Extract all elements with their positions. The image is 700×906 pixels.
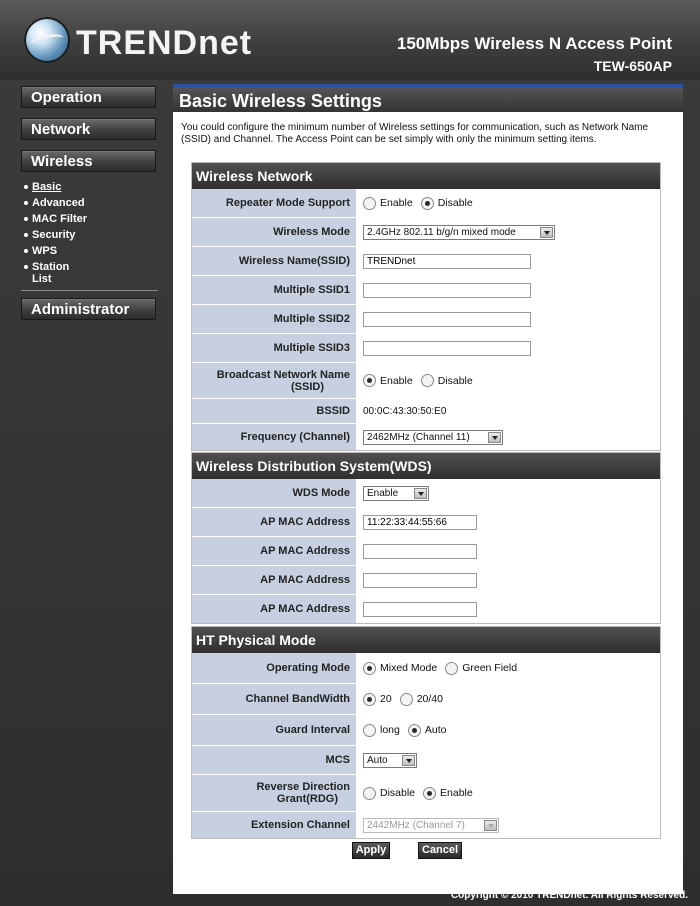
broadcast-row: [192, 363, 660, 399]
bssid-value: 00:0C:43:30:50:E0: [357, 399, 660, 423]
ap-mac-row-2: [192, 537, 660, 566]
intro-text: You could configure the minimum number of Wireless settings for communication, such as Network Name (SSID) and Channel. The Access Point can be set simply with only the minimum setting items.: [181, 122, 649, 145]
radio-selected-icon: [421, 197, 434, 210]
bw-2040-radio[interactable]: 20/40: [400, 693, 443, 706]
ap-mac-input-1[interactable]: [363, 515, 477, 530]
ap-mac-input-2[interactable]: [363, 544, 477, 559]
ht-section: [191, 626, 661, 839]
submenu-station-list[interactable]: Station List: [24, 259, 164, 285]
sidebar: [0, 80, 166, 906]
menu-wireless[interactable]: Wireless: [21, 150, 156, 172]
mssid3-input[interactable]: [363, 341, 531, 356]
page-title: Basic Wireless Settings: [173, 88, 683, 112]
broadcast-enable-radio[interactable]: Enable: [363, 374, 413, 387]
rdg-label: Reverse Direction Grant(RDG): [192, 775, 357, 811]
submenu-security[interactable]: Security: [24, 227, 164, 243]
submenu-advanced[interactable]: Advanced: [24, 195, 164, 211]
mssid3-label: Multiple SSID3: [192, 334, 357, 362]
bandwidth-label: Channel BandWidth: [192, 684, 357, 714]
wireless-network-section: [191, 162, 661, 451]
submenu-basic[interactable]: Basic: [24, 179, 164, 195]
ap-mac-row-4: [192, 595, 660, 623]
menu-administrator[interactable]: Administrator: [21, 298, 156, 320]
ap-mac-label: AP MAC Address: [192, 537, 357, 565]
mssid3-row: [192, 334, 660, 363]
ap-mac-row-3: [192, 566, 660, 595]
bandwidth-row: [192, 684, 660, 715]
section-heading: Wireless Network: [192, 163, 660, 189]
chevron-down-icon: [488, 432, 501, 443]
radio-selected-icon: [408, 724, 421, 737]
submenu-mac-filter[interactable]: MAC Filter: [24, 211, 164, 227]
chevron-down-icon: [402, 755, 415, 766]
section-heading: HT Physical Mode: [192, 627, 660, 653]
bullet-icon: [24, 185, 28, 189]
cancel-button[interactable]: Cancel: [418, 842, 462, 859]
menu-operation[interactable]: Operation: [21, 86, 156, 108]
mcs-row: [192, 746, 660, 775]
extension-channel-row: [192, 812, 660, 838]
guard-interval-row: [192, 715, 660, 746]
radio-selected-icon: [363, 374, 376, 387]
chevron-down-icon: [484, 820, 497, 831]
radio-icon: [400, 693, 413, 706]
chevron-down-icon: [540, 227, 553, 238]
bssid-label: BSSID: [192, 399, 357, 423]
mcs-select[interactable]: Auto: [363, 753, 417, 768]
radio-icon: [363, 724, 376, 737]
ap-mac-input-4[interactable]: [363, 602, 477, 617]
ap-mac-label: AP MAC Address: [192, 566, 357, 594]
radio-icon: [363, 787, 376, 800]
main-content: [173, 84, 683, 894]
ssid-row: [192, 247, 660, 276]
frequency-select[interactable]: 2462MHz (Channel 11): [363, 430, 503, 445]
mcs-label: MCS: [192, 746, 357, 774]
mssid2-input[interactable]: [363, 312, 531, 327]
op-mixed-radio[interactable]: Mixed Mode: [363, 662, 437, 675]
gi-auto-radio[interactable]: Auto: [408, 724, 447, 737]
gi-long-radio[interactable]: long: [363, 724, 400, 737]
radio-selected-icon: [423, 787, 436, 800]
section-heading: Wireless Distribution System(WDS): [192, 453, 660, 479]
ap-mac-label: AP MAC Address: [192, 508, 357, 536]
wds-mode-select[interactable]: Enable: [363, 486, 429, 501]
radio-icon: [421, 374, 434, 387]
extension-channel-select: 2442MHz (Channel 7): [363, 818, 499, 833]
wds-mode-label: WDS Mode: [192, 479, 357, 507]
bullet-icon: [24, 217, 28, 221]
radio-icon: [363, 197, 376, 210]
ssid-input[interactable]: [363, 254, 531, 269]
frequency-label: Frequency (Channel): [192, 424, 357, 450]
menu-network[interactable]: Network: [21, 118, 156, 140]
radio-icon: [445, 662, 458, 675]
ap-mac-label: AP MAC Address: [192, 595, 357, 623]
copyright-text: Copyright © 2010 TRENDnet. All Rights Reserved.: [450, 890, 688, 901]
submenu-wps[interactable]: WPS: [24, 243, 164, 259]
ap-mac-row-1: [192, 508, 660, 537]
repeater-label: Repeater Mode Support: [192, 189, 357, 217]
rdg-disable-radio[interactable]: Disable: [363, 787, 415, 800]
rdg-enable-radio[interactable]: Enable: [423, 787, 473, 800]
product-name: 150Mbps Wireless N Access Point: [396, 34, 672, 53]
repeater-disable-radio[interactable]: Disable: [421, 197, 473, 210]
repeater-row: [192, 189, 660, 218]
mssid2-label: Multiple SSID2: [192, 305, 357, 333]
trendnet-logo-icon: [24, 17, 70, 63]
mssid1-label: Multiple SSID1: [192, 276, 357, 304]
sidebar-divider: [21, 290, 158, 291]
model-number: TEW-650AP: [593, 58, 672, 74]
mssid1-row: [192, 276, 660, 305]
operating-mode-row: [192, 653, 660, 684]
chevron-down-icon: [414, 488, 427, 499]
mssid2-row: [192, 305, 660, 334]
ap-mac-input-3[interactable]: [363, 573, 477, 588]
bw-20-radio[interactable]: 20: [363, 693, 392, 706]
brand-logo: TRENDnet: [76, 24, 253, 62]
extension-channel-label: Extension Channel: [192, 812, 357, 838]
wds-section: [191, 452, 661, 624]
bssid-row: [192, 399, 660, 424]
bullet-icon: [24, 249, 28, 253]
repeater-enable-radio[interactable]: Enable: [363, 197, 413, 210]
broadcast-disable-radio[interactable]: Disable: [421, 374, 473, 387]
footer: [0, 886, 700, 906]
bullet-icon: [24, 265, 28, 269]
mssid1-input[interactable]: [363, 283, 531, 298]
guard-interval-label: Guard Interval: [192, 715, 357, 745]
header: [0, 0, 700, 80]
wds-mode-row: [192, 479, 660, 508]
radio-selected-icon: [363, 693, 376, 706]
wireless-mode-label: Wireless Mode: [192, 218, 357, 246]
op-green-radio[interactable]: Green Field: [445, 662, 517, 675]
ssid-label: Wireless Name(SSID): [192, 247, 357, 275]
operating-mode-label: Operating Mode: [192, 653, 357, 683]
wireless-mode-select[interactable]: 2.4GHz 802.11 b/g/n mixed mode: [363, 225, 555, 240]
rdg-row: [192, 775, 660, 812]
wireless-mode-row: [192, 218, 660, 247]
bullet-icon: [24, 233, 28, 237]
frequency-row: [192, 424, 660, 450]
radio-selected-icon: [363, 662, 376, 675]
broadcast-label: Broadcast Network Name (SSID): [192, 363, 357, 398]
bullet-icon: [24, 201, 28, 205]
apply-button[interactable]: Apply: [352, 842, 390, 859]
wireless-submenu: [24, 179, 164, 285]
